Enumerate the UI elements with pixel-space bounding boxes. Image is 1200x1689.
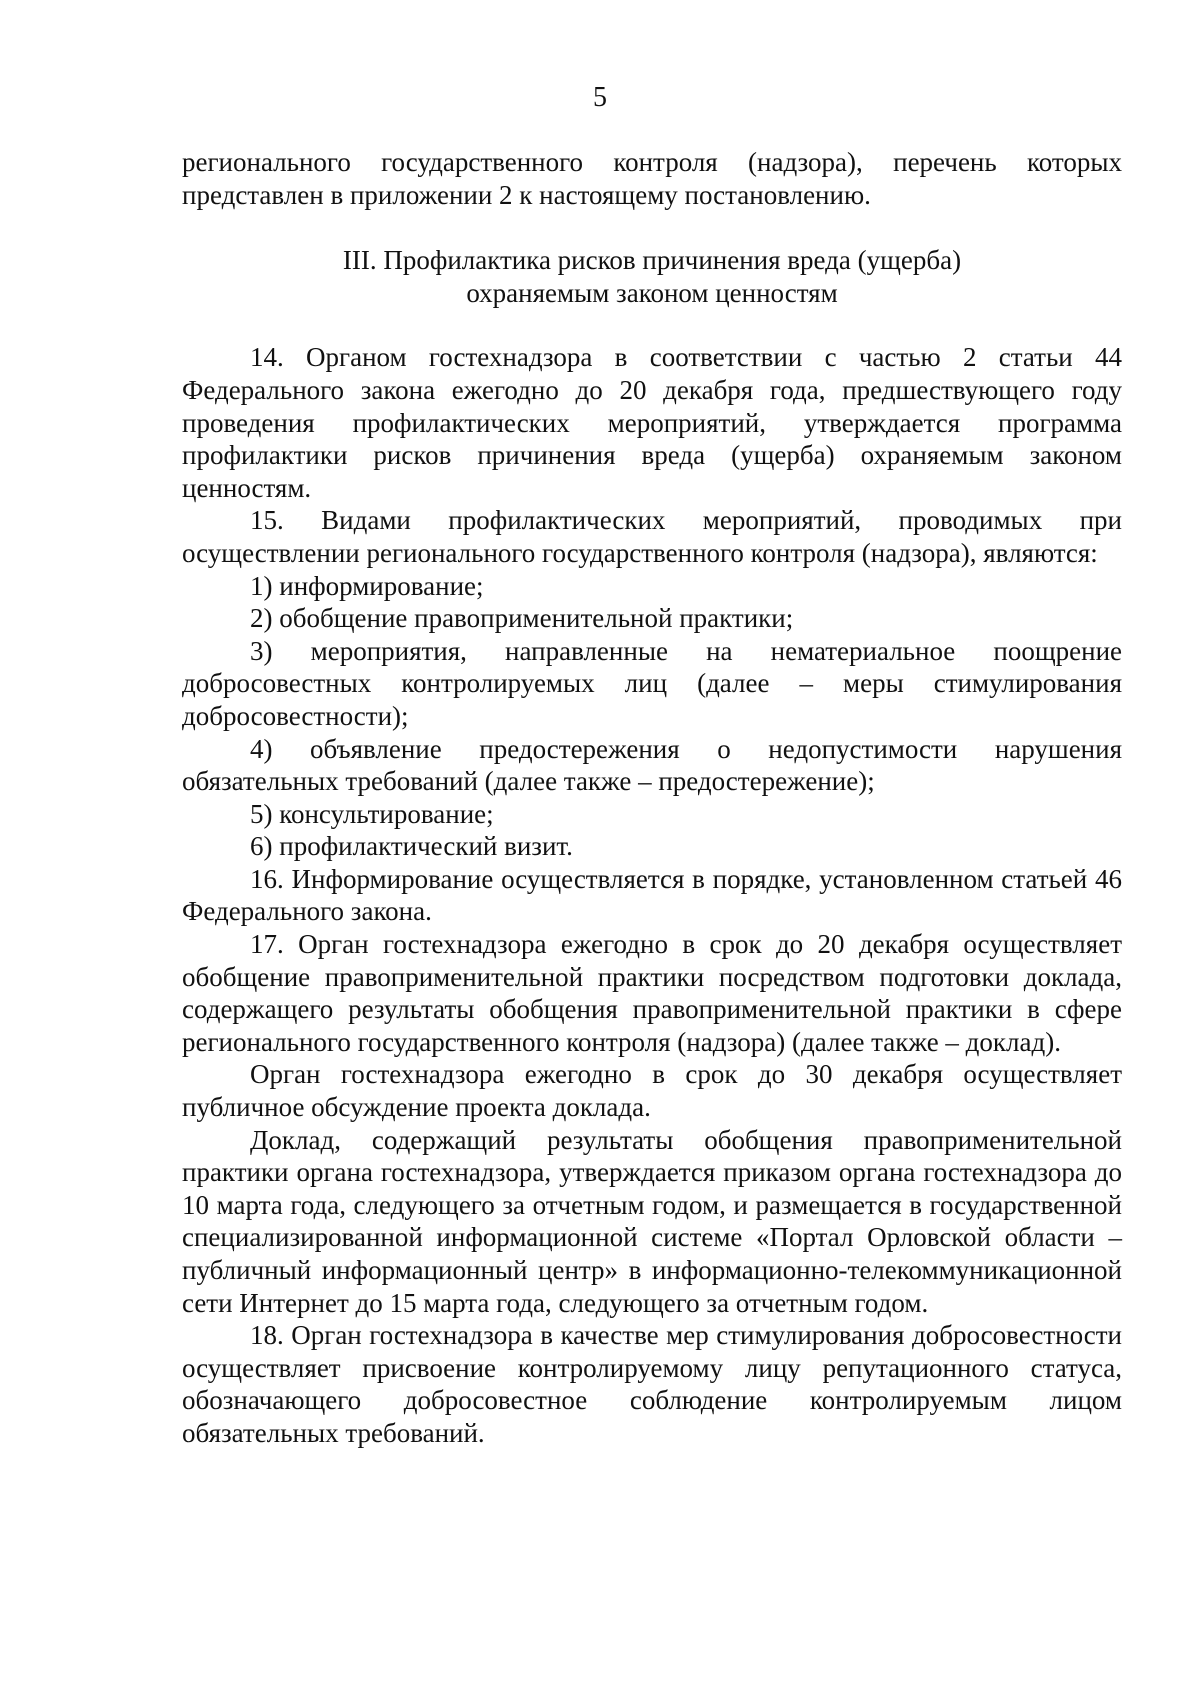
page-number: 5 — [593, 82, 607, 113]
paragraph-item-18: 18. Орган гостехнадзора в качестве мер стимулирования добросовестности осуществляет присвоение контролируемому лицу репутационного статуса, обозначающего добросовестное соблюдение контролируемым лицом обязательных требований. — [182, 1320, 1122, 1448]
section-heading-line-2: охраняемым законом ценностям — [466, 277, 838, 308]
document-body — [182, 146, 1122, 1450]
section-heading-line-1: III. Профилактика рисков причинения вреда (ущерба) — [342, 245, 962, 276]
section-heading — [182, 244, 1122, 309]
paragraph-continuation: регионального государственного контроля (надзора), перечень которых представлен в приложении 2 к настоящему постановлению. — [182, 147, 1122, 210]
paragraph-item-16: 16. Информирование осуществляется в порядке, установленном статьей 46 Федерального закона. — [182, 863, 1122, 927]
list-item-3: 3) мероприятия, направленные на нематериальное поощрение добросовестных контролируемых лиц (далее – меры стимулирования добросовестности); — [182, 635, 1122, 731]
paragraph-report-approval: Доклад, содержащий результаты обобщения правоприменительной практики органа гостехнадзора, утверждается приказом органа гостехнадзора до 10 марта года, следующего за отчетным годом, и размещается в государственной специализированной информационной системе «Портал Орловской области – публичный информационный центр» в информационно-телекоммуникационной сети Интернет до 15 марта года, следующего за отчетным годом. — [182, 1124, 1122, 1318]
paragraph-item-15: 15. Видами профилактических мероприятий, проводимых при осуществлении регионального государственного контроля (надзора), являются: — [182, 505, 1122, 568]
list-item-2: 2) обобщение правоприменительной практики; — [250, 603, 794, 634]
paragraph-item-14: 14. Органом гостехнадзора в соответствии с частью 2 статьи 44 Федерального закона ежегодно до 20 декабря года, предшествующего году проведения профилактических мероприятий, утверждается программа профилактики рисков причинения вреда (ущерба) охраняемым законом ценностям. — [182, 342, 1122, 503]
list-item-4: 4) объявление предостережения о недопустимости нарушения обязательных требований (далее также – предостережение); — [182, 733, 1122, 797]
list-item-1: 1) информирование; — [250, 570, 484, 601]
list-item-5: 5) консультирование; — [250, 798, 494, 829]
list-item-6: 6) профилактический визит. — [250, 831, 573, 862]
paragraph-public-discussion: Орган гостехнадзора ежегодно в срок до 30 декабря осуществляет публичное обсуждение проекта доклада. — [182, 1059, 1122, 1123]
paragraph-item-17: 17. Орган гостехнадзора ежегодно в срок до 20 декабря осуществляет обобщение правоприменительной практики посредством подготовки доклада, содержащего результаты обобщения правоприменительной практики в сфере регионального государственного контроля (надзора) (далее также – доклад). — [182, 929, 1122, 1057]
